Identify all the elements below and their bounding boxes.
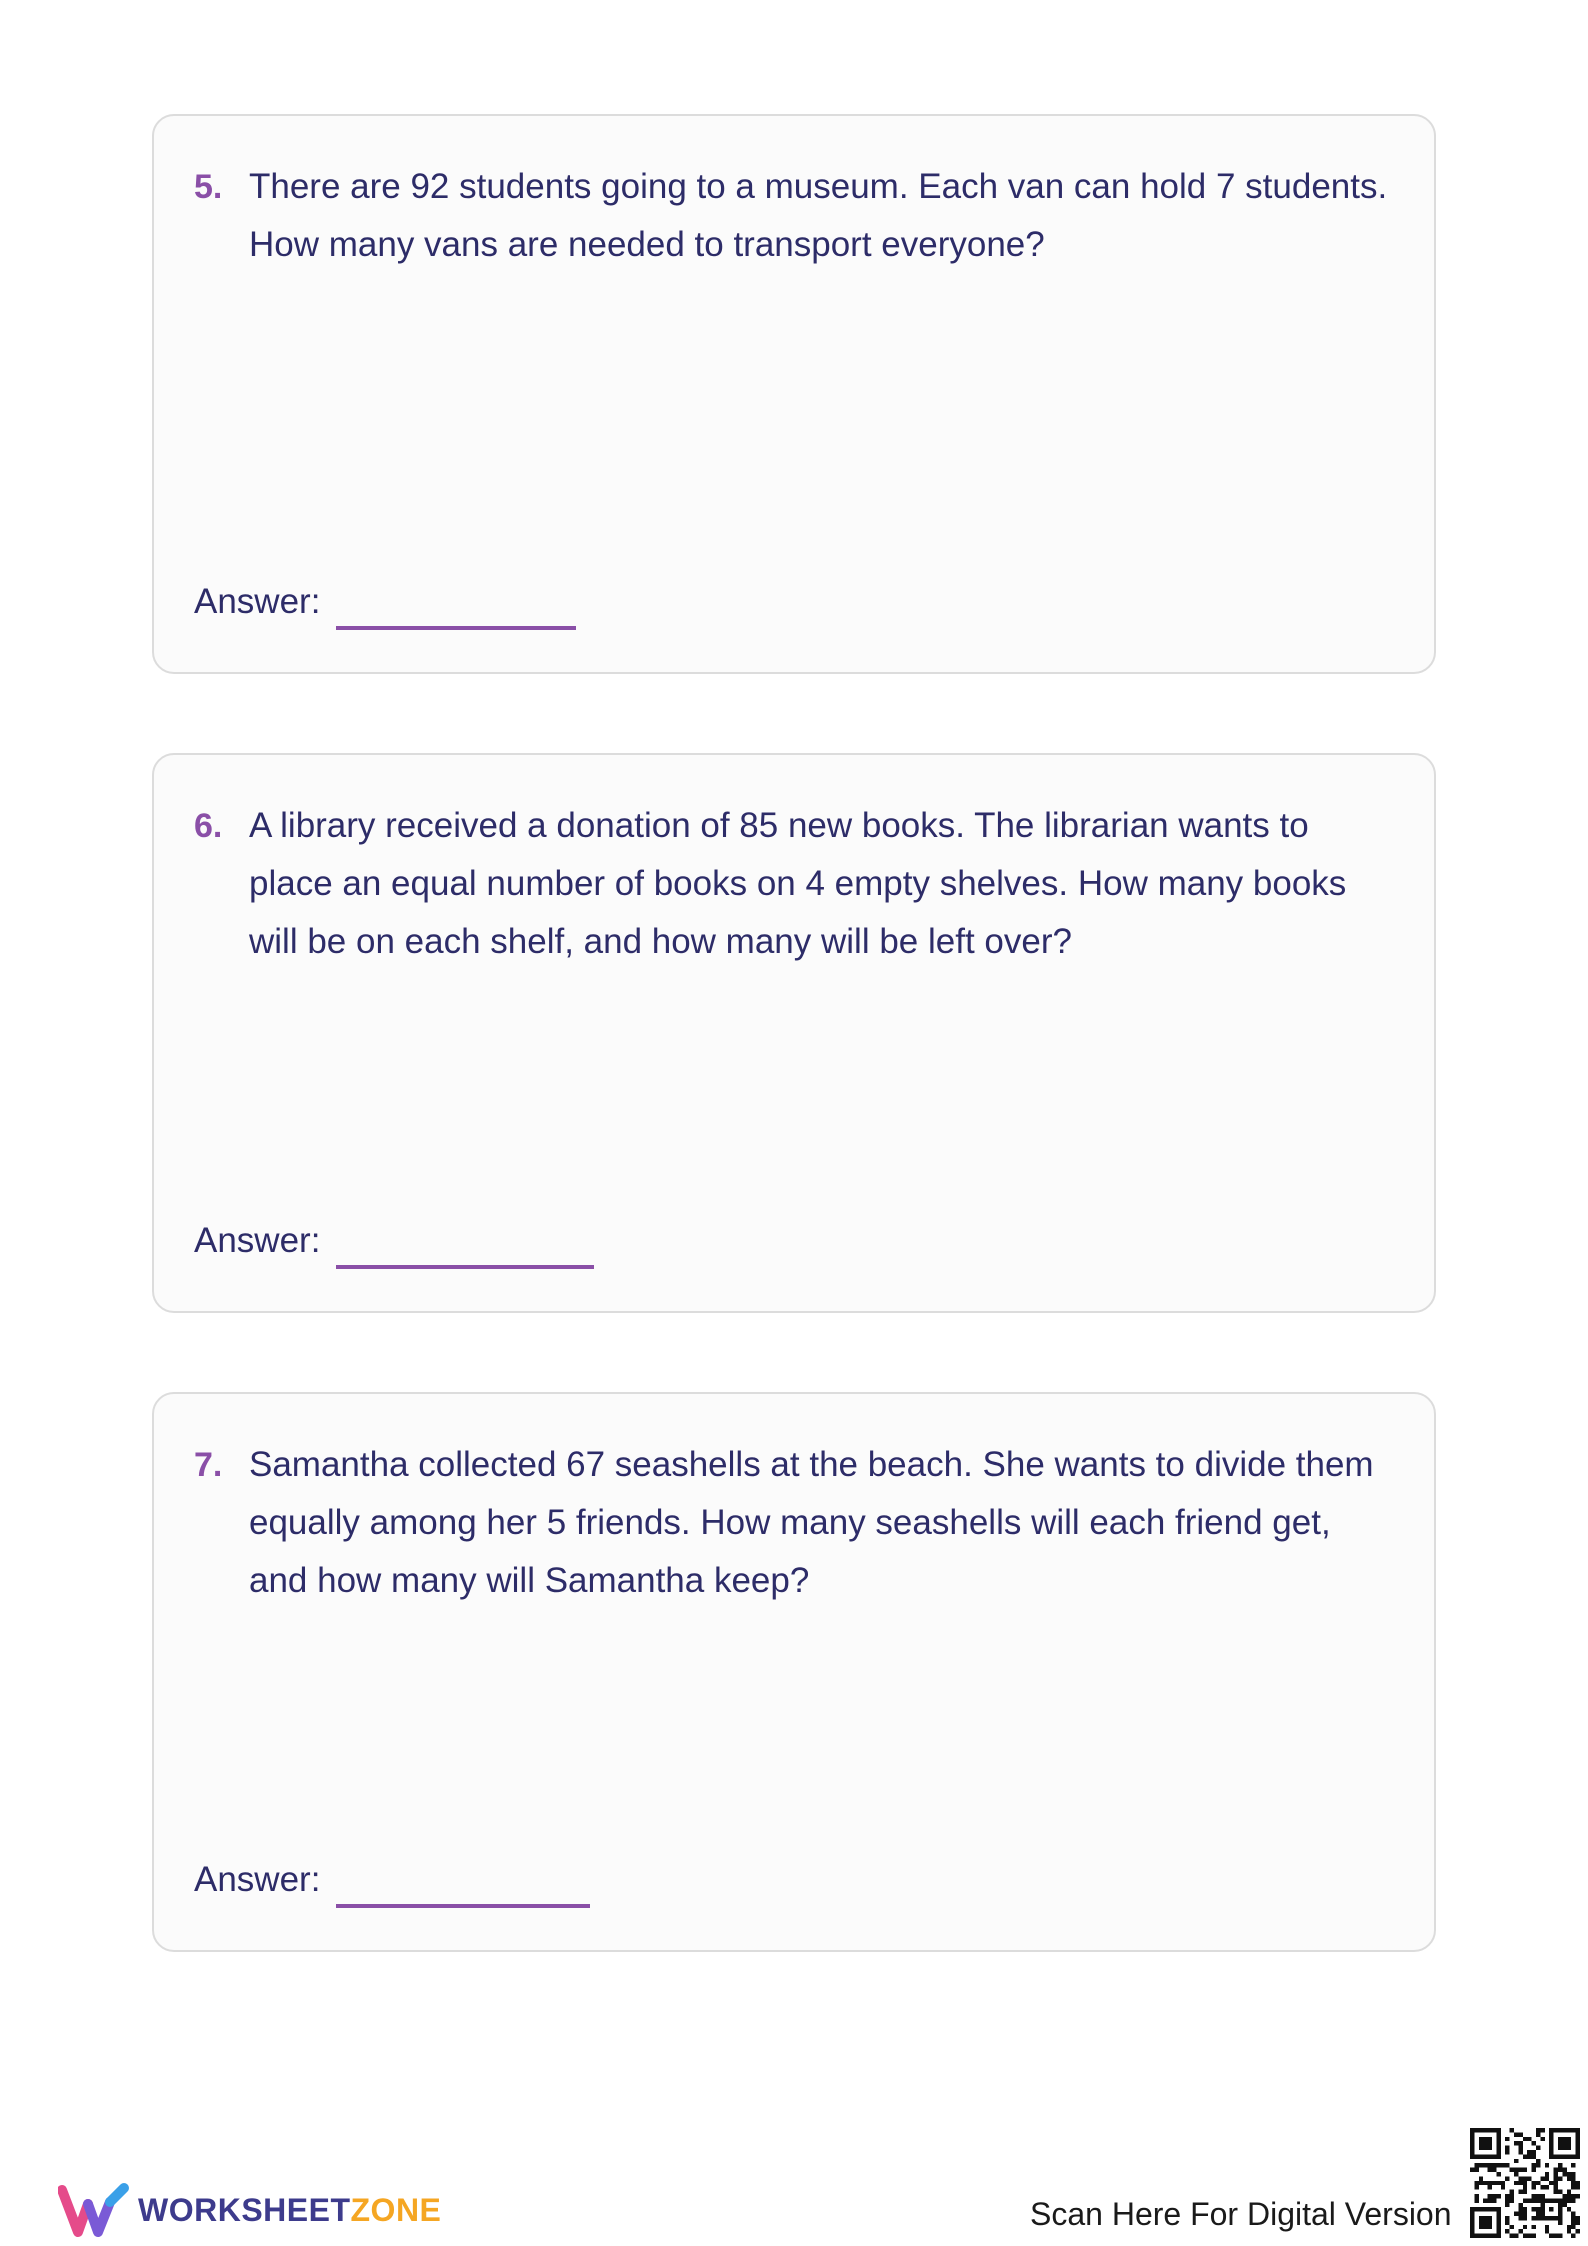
brand-worksheet-text: WORKSHEET: [138, 2191, 351, 2228]
question-text: A library received a donation of 85 new books. The librarian wants to place an equal number of books on 4 empty shelves. How many books will be on each shelf, and how many will be left over?: [249, 806, 1347, 961]
problem-card-6: [152, 753, 1436, 1313]
answer-row: [194, 1219, 594, 1263]
question: [194, 797, 1394, 971]
question-text: Samantha collected 67 seashells at the beach. She wants to divide them equally among her 5 friends. How many seashells will each friend get, and how many will Samantha keep?: [249, 1445, 1374, 1600]
answer-blank-line[interactable]: [336, 1904, 590, 1908]
answer-blank-line[interactable]: [336, 626, 576, 630]
question-number: 6.: [194, 807, 223, 845]
answer-blank-line[interactable]: [336, 1265, 594, 1269]
brand-logo-group: [58, 2182, 441, 2238]
brand-name: [138, 2192, 441, 2229]
answer-label: Answer:: [194, 1860, 321, 1899]
question: [194, 158, 1394, 274]
qr-code-icon[interactable]: [1470, 2128, 1580, 2238]
problem-card-7: [152, 1392, 1436, 1952]
answer-label: Answer:: [194, 1221, 321, 1260]
question-number: 7.: [194, 1446, 223, 1484]
scan-label: Scan Here For Digital Version: [1030, 2196, 1452, 2232]
answer-row: [194, 1858, 590, 1902]
worksheetzone-logo-icon: [58, 2182, 130, 2238]
question-number: 5.: [194, 168, 223, 206]
problem-card-5: [152, 114, 1436, 674]
answer-row: [194, 580, 576, 624]
answer-label: Answer:: [194, 582, 321, 621]
question-text: There are 92 students going to a museum. Each van can hold 7 students. How many vans are needed to transport everyone?: [249, 167, 1388, 264]
brand-zone-text: ZONE: [350, 2191, 442, 2228]
question: [194, 1436, 1394, 1610]
